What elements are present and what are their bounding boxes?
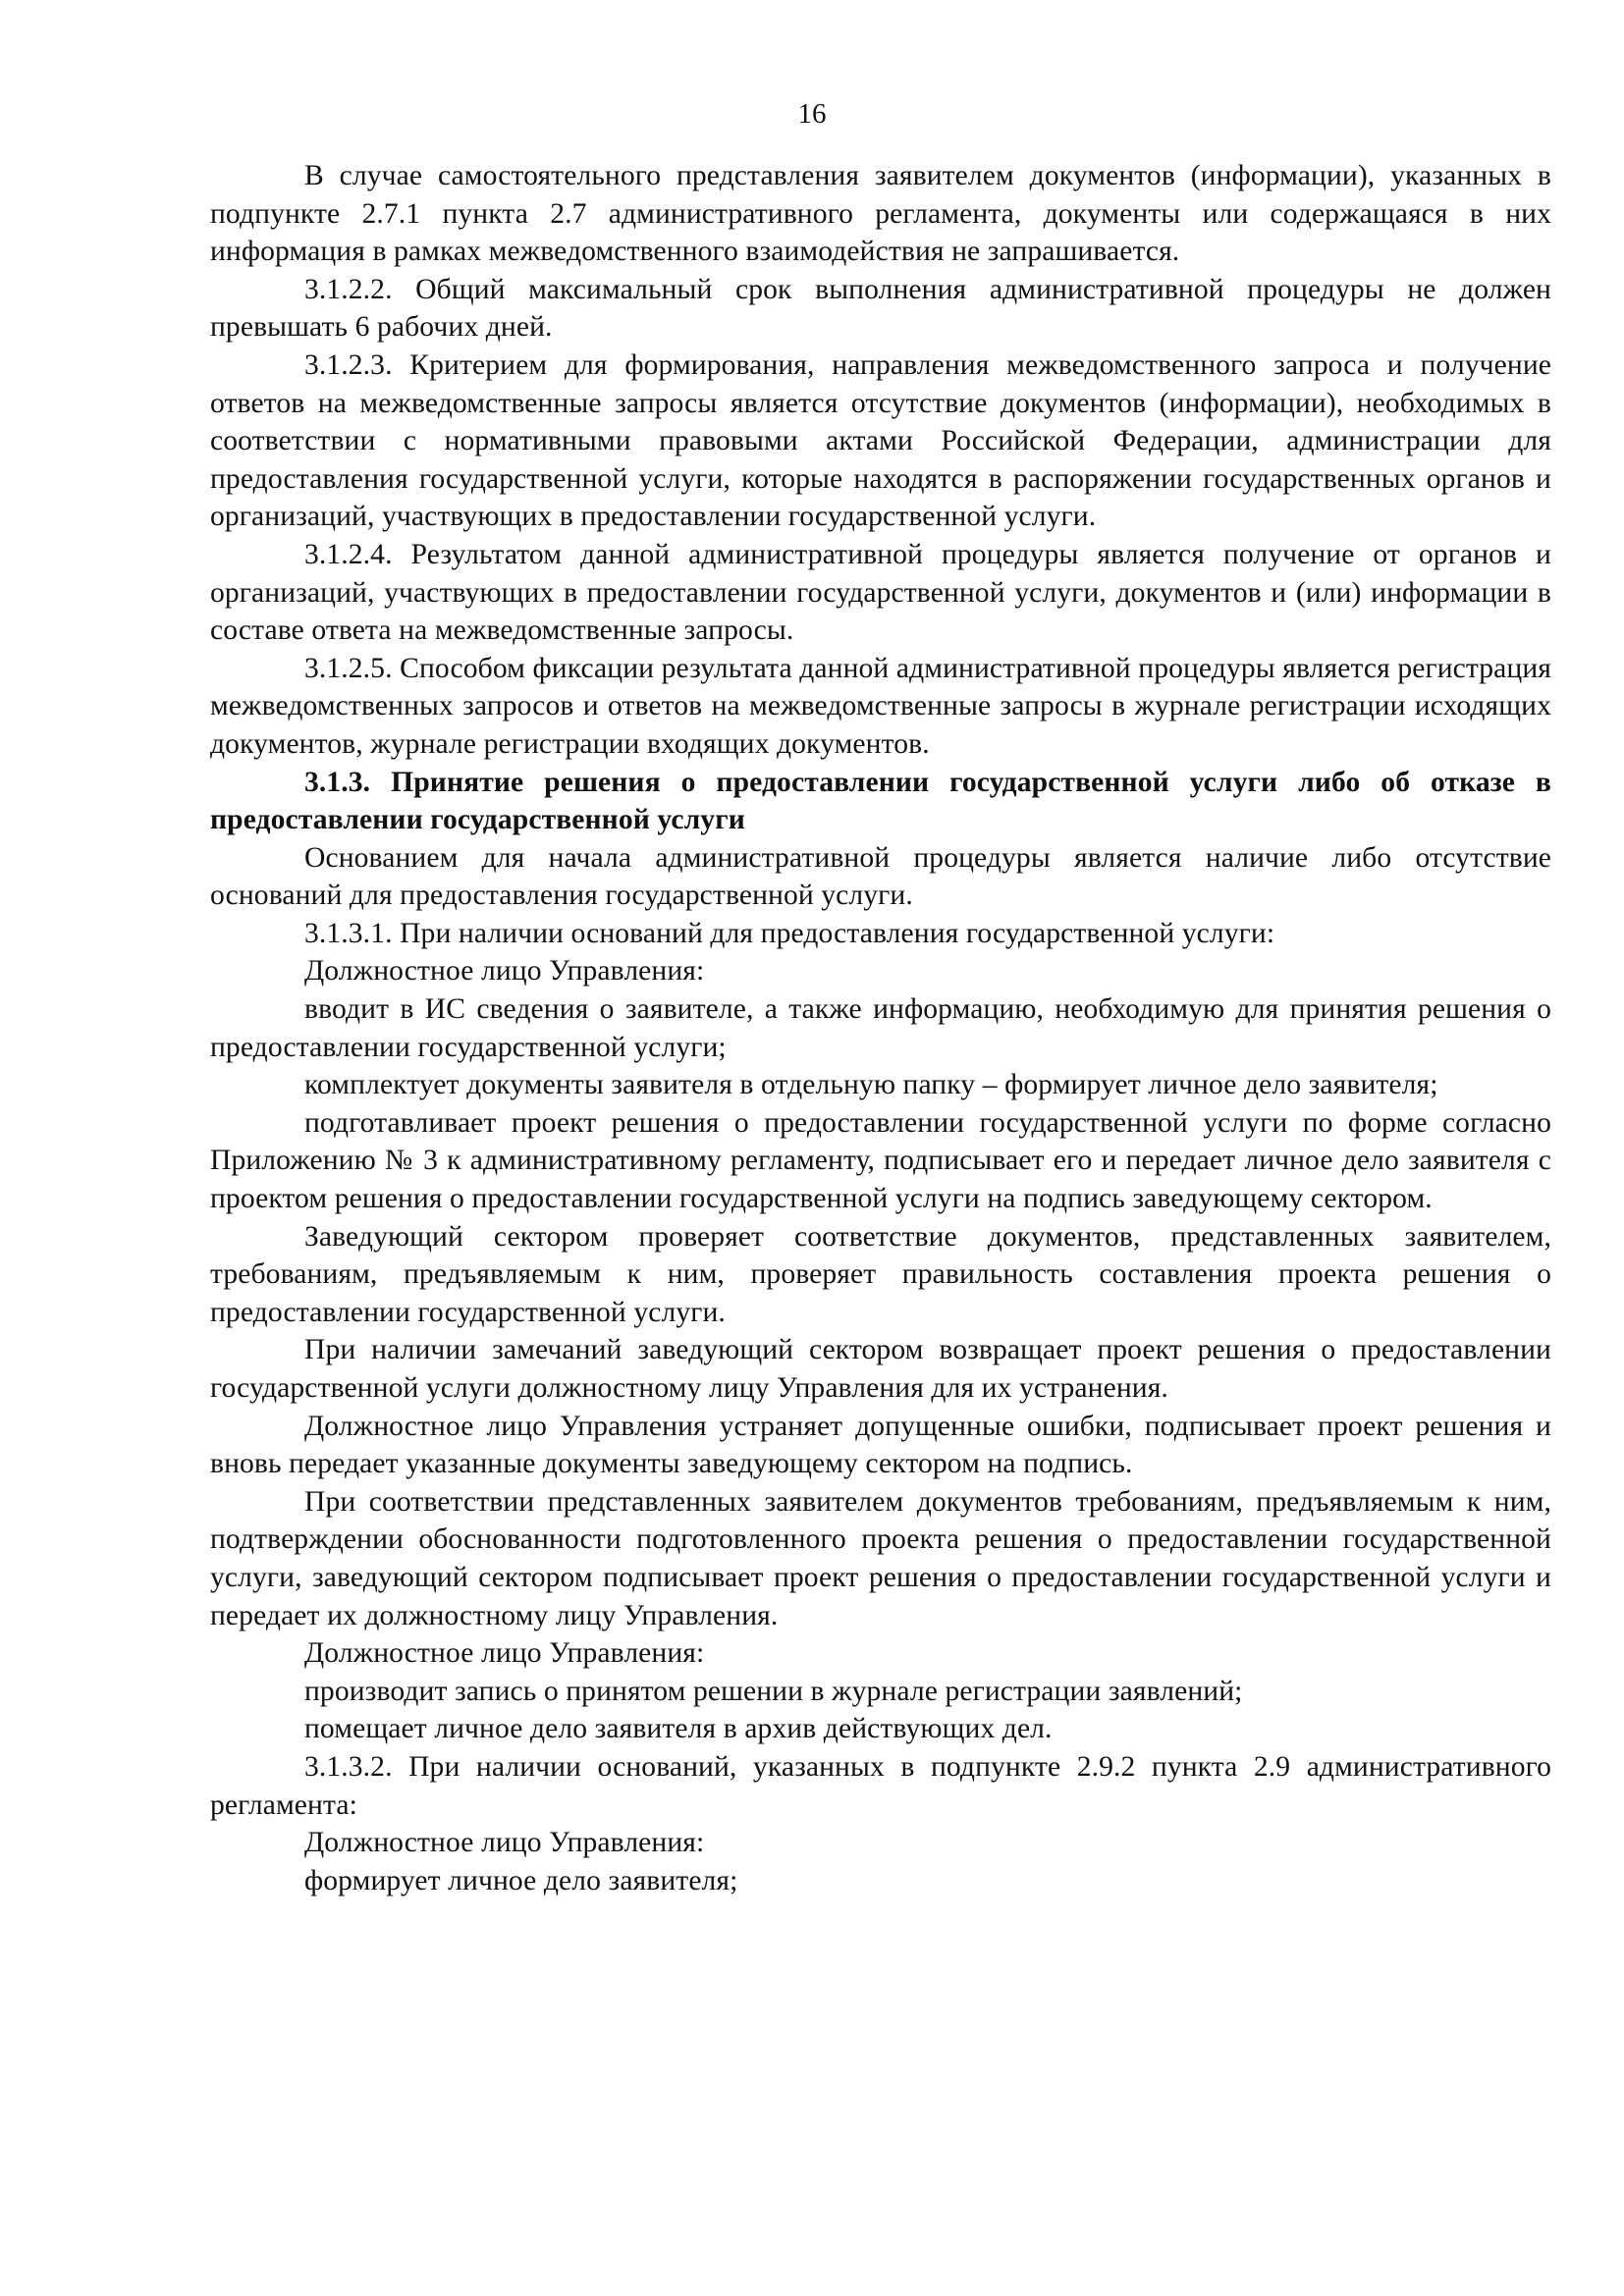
paragraph-3-1-2-5: 3.1.2.5. Способом фиксации результата данной административной процедуры является регистрация межведомственных запросов и ответов на межведомственные запросы в журнале регистрации исходящих документов, журнале регистрации входящих документов. xyxy=(210,652,1551,760)
paragraph-head-checks: Заведующий сектором проверяет соответствие документов, представленных заявителем, требованиям, предъявляемым к ним, проверяет правильность составления проекта решения о предоставлении государственной услуги. xyxy=(210,1220,1551,1328)
paragraph-compliance: При соответствии представленных заявителем документов требованиям, предъявляемым к ним, подтверждении обоснованности подготовленного проекта решения о предоставлении государственной услуги, заведующий сектором подписывает проект решения о предоставлении государственной услуги и передает их должностному лицу Управления. xyxy=(210,1485,1551,1631)
paragraph-records-decision: производит запись о принятом решении в журнале регистрации заявлений; xyxy=(304,1675,1243,1707)
paragraph-3-1-2-3: 3.1.2.3. Критерием для формирования, направления межведомственного запроса и получение ответов на межведомственные запросы является отсутствие документов (информации), необходимых в соответствии с нормативными правовыми актами Российской Федерации, администрации для предоставления государственной услуги, которые находятся в распоряжении государственных органов и организаций, участвующих в предоставлении государственной услуги. xyxy=(210,348,1551,533)
paragraph-prepares-draft: подготавливает проект решения о предоставлении государственной услуги по форме согласно Приложению № 3 к административному регламенту, подписывает его и передает личное дело заявителя с проектом решения о предоставлении государственной услуги на подпись заведующему сектором. xyxy=(210,1106,1551,1215)
paragraph-3-1-3-1: 3.1.3.1. При наличии оснований для предоставления государственной услуги: xyxy=(304,917,1275,949)
paragraph-3-1-2-4: 3.1.2.4. Результатом данной административной процедуры является получение от органов и организаций, участвующих в предоставлении государственной услуги, документов и (или) информации в составе ответа на межведомственные запросы. xyxy=(210,538,1551,647)
paragraph-basis: Основанием для начала административной процедуры является наличие либо отсутствие оснований для предоставления государственной услуги. xyxy=(210,841,1551,912)
paragraph-official-3: Должностное лицо Управления: xyxy=(304,1827,705,1859)
paragraph-official-2: Должностное лицо Управления: xyxy=(304,1637,705,1670)
paragraph-fixes-errors: Должностное лицо Управления устраняет допущенные ошибки, подписывает проект решения и вновь передает указанные документы заведующему сектором на подпись. xyxy=(210,1410,1551,1480)
paragraph-archives-file: помещает личное дело заявителя в архив действующих дел. xyxy=(304,1713,1053,1745)
paragraph-compiles-docs: комплектует документы заявителя в отдельную папку – формирует личное дело заявителя; xyxy=(304,1069,1438,1101)
paragraph-remarks: При наличии замечаний заведующий сектором возвращает проект решения о предоставлении государственной услуги должностному лицу Управления для их устранения. xyxy=(210,1334,1551,1404)
paragraph-3-1-3-2: 3.1.3.2. При наличии оснований, указанных в подпункте 2.9.2 пункта 2.9 административного регламента: xyxy=(210,1750,1551,1821)
paragraph-enters-info: вводит в ИС сведения о заявителе, а также информацию, необходимую для принятия решения о предоставлении государственной услуги; xyxy=(210,993,1551,1063)
paragraph-3-1-2-2: 3.1.2.2. Общий максимальный срок выполнения административной процедуры не должен превышать 6 рабочих дней. xyxy=(210,273,1551,344)
paragraph-official-1: Должностное лицо Управления: xyxy=(304,955,705,988)
page-number: 16 xyxy=(797,98,827,130)
paragraph-documents-provided: В случае самостоятельного представления заявителем документов (информации), указанных в подпункте 2.7.1 пункта 2.7 административного регламента, документы или содержащаяся в них информация в рамках межведомственного взаимодействия не запрашивается. xyxy=(210,160,1551,268)
document-body xyxy=(210,157,1551,1899)
paragraph-forms-file: формирует личное дело заявителя; xyxy=(304,1864,738,1896)
section-heading-3-1-3: 3.1.3. Принятие решения о предоставлении государственной услуги либо об отказе в предоставлении государственной услуги xyxy=(210,766,1551,836)
